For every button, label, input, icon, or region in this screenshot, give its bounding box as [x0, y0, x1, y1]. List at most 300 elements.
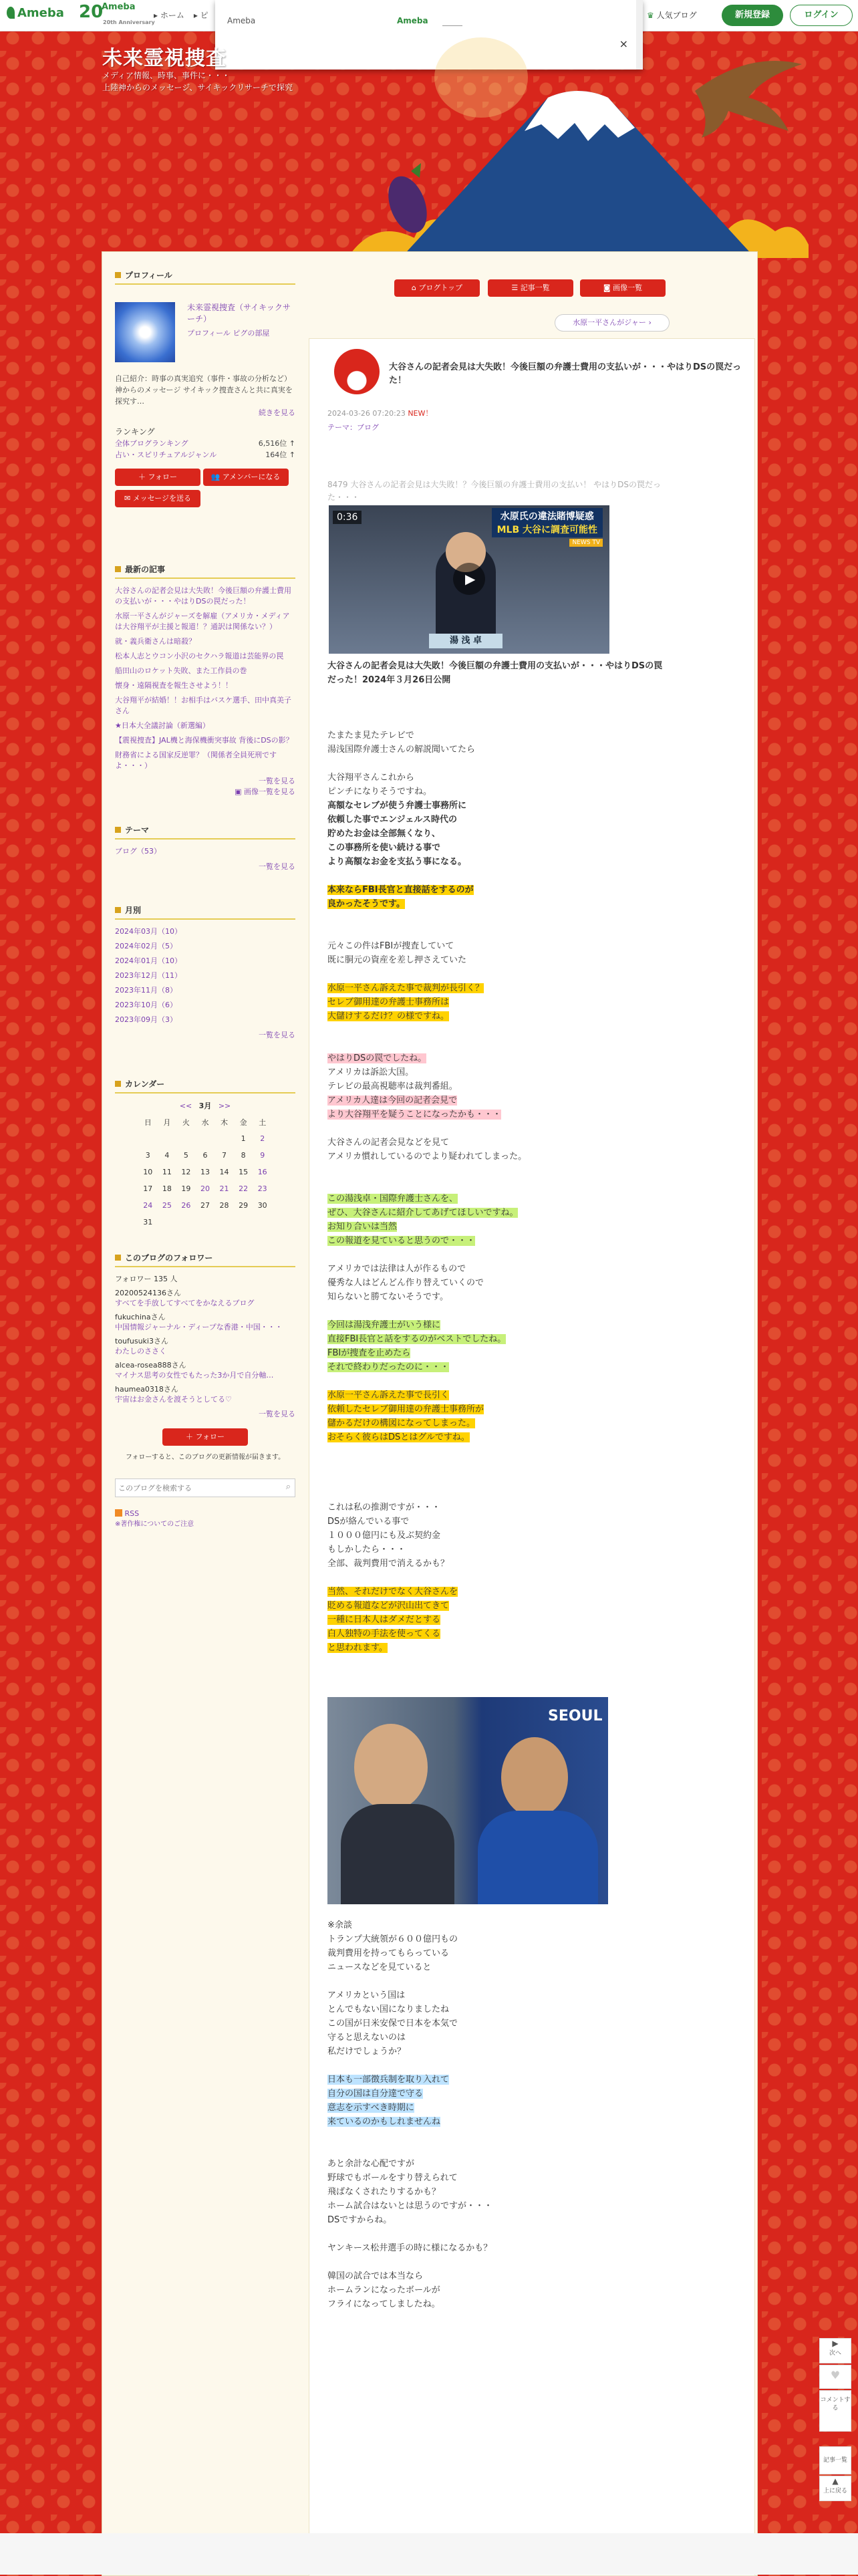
image-list-button[interactable] [580, 279, 666, 297]
calendar-day: 10 [143, 1168, 153, 1176]
blog-description [102, 70, 329, 94]
body-line [327, 2241, 668, 2255]
calendar-day[interactable]: 16 [257, 1168, 267, 1176]
calendar-day: 27 [200, 1201, 210, 1210]
follower-item[interactable] [115, 1312, 295, 1332]
article-lead: 8479 大谷さんの記者会見は大失敗！？今後巨額の弁護士費用の支払い！ やはりDSの罠だった・・・ [327, 480, 662, 502]
month-heading [115, 902, 295, 920]
recent-entry-link[interactable]: 大谷翔平が結婚！！お相手はバスケ選手、田中真美子さん [115, 696, 291, 715]
body-line-text: この湯浅卓・国際弁護士さんを、 [327, 1194, 458, 1204]
paragraph-9 [327, 1093, 668, 1122]
paragraph-6 [327, 981, 668, 1023]
body-line-text: アメリカでは法律は人が作るもので [327, 1264, 466, 1274]
followers-section [115, 1250, 295, 1528]
calendar-heading [115, 1076, 295, 1093]
body-line-text: 飛ばなくされたりするかも？ [327, 2187, 441, 2197]
ranking-2-label[interactable]: 占い・スピリチュアルジャンル [115, 450, 217, 459]
follower-blog[interactable]: マイナス思考の女性でもたった3か月で自分軸… [115, 1371, 274, 1380]
follower-name[interactable]: toufusuki3さん [115, 1337, 168, 1345]
paragraph-7 [327, 1051, 668, 1065]
body-line-text: 貯めたお金は全部無くなり、 [327, 829, 441, 839]
body-line [327, 1065, 668, 1079]
anniversary-number: 20 [79, 2, 104, 22]
video-badge: NEWS TV [569, 539, 603, 547]
body-line-text: ピンチになりそうですね。 [327, 787, 432, 797]
profile-links[interactable]: プロフィール ピグの部屋 [187, 329, 270, 338]
body-line [327, 1206, 668, 1220]
calendar-day[interactable]: 2 [260, 1134, 265, 1143]
video-time: 0:36 [333, 511, 362, 524]
recent-heading-text: 最新の記事 [125, 565, 166, 574]
body-line-text: 水原一平さん訴えた事で長引く [327, 1390, 450, 1400]
calendar-day: 29 [239, 1201, 249, 1210]
body-line [327, 827, 668, 841]
article-title[interactable]: 大谷さんの記者会見は大失敗！今後巨額の弁護士費用の支払いが・・・やはりDSの罠だった！ [389, 362, 742, 386]
message-label: メッセージを送る [132, 494, 192, 503]
amember-label: アメンバーになる [222, 473, 281, 481]
body-line [327, 799, 668, 813]
next-float-button[interactable] [819, 2338, 851, 2363]
body-line-text: セレブ御用達の弁護士事務所は [327, 997, 450, 1007]
body-line [327, 2283, 668, 2297]
body-line [327, 2101, 668, 2115]
photo-text: SEOUL [548, 1708, 603, 1724]
play-button[interactable] [453, 563, 485, 595]
follower-item[interactable] [115, 1288, 295, 1308]
calendar-day: 5 [183, 1151, 188, 1160]
body-line-text: 韓国の試合では本当なら [327, 2271, 424, 2281]
body-line [327, 1946, 668, 1960]
follow-button-2[interactable]: ＋ フォロー [162, 1428, 248, 1446]
body-line-text: 自分の国は自分達で守る [327, 2089, 424, 2099]
body-line-text: 今回は湯浅弁護士がいう様に [327, 1320, 441, 1330]
calendar-weekday: 木 [221, 1118, 229, 1127]
image-list-label: 画像一覧 [613, 283, 643, 292]
blog-desc-line-2: 上陸神からのメッセージ、サイキックリサーチで探究 [102, 83, 293, 92]
recent-list [115, 586, 295, 771]
recent-entry-link[interactable]: 【震視捜査】JAL機と海保機衝突事故 背後にDSの影？ [115, 736, 293, 745]
blog-search-box [115, 1478, 295, 1497]
body-line [327, 995, 668, 1009]
calendar-day[interactable]: 24 [143, 1201, 153, 1210]
paragraph-16 [327, 1585, 668, 1655]
body-line [327, 2003, 668, 2017]
image-more-link[interactable] [115, 786, 295, 797]
body-line [327, 1430, 668, 1444]
recent-entry-link[interactable]: 松本人志とウコン小沢のセクハラ報道は芸能界の罠 [115, 652, 284, 660]
body-line-text: DSですからね。 [327, 2215, 392, 2225]
article-avatar[interactable] [334, 349, 380, 394]
body-line-text: 意志を示すべき時期に [327, 2103, 414, 2113]
calendar-day: 8 [241, 1151, 246, 1160]
comment-float-button[interactable] [819, 2390, 851, 2432]
follower-list [115, 1288, 295, 1404]
read-more-link[interactable]: 続きを見る [259, 408, 295, 417]
nav-more-link[interactable]: ▸ ピ [193, 11, 208, 20]
paragraph-19 [327, 2073, 668, 2129]
profile-text [115, 373, 295, 507]
body-line [327, 1150, 668, 1164]
copyright-link[interactable]: ※著作権についてのご注意 [115, 1521, 194, 1528]
popup-center-label: Ameba [397, 16, 428, 25]
camera-icon: ◙ [603, 283, 611, 292]
calendar-day [214, 1214, 234, 1231]
article-meta [327, 406, 668, 434]
calendar-day: 31 [143, 1218, 153, 1227]
search-icon[interactable]: ⌕ [285, 1482, 291, 1492]
body-line [327, 1276, 668, 1290]
recent-more-link[interactable]: 一覧を見る [259, 777, 295, 785]
ameba-leaf-icon [7, 7, 15, 19]
ranking-row-2[interactable] [115, 449, 295, 461]
paragraph-21 [327, 2241, 668, 2255]
body-line-text: 大谷さんの記者会見などを見て [327, 1138, 450, 1148]
paragraph-20 [327, 2157, 668, 2227]
body-line [327, 1051, 668, 1065]
body-line [327, 1543, 668, 1557]
body-line-text: 貶める報道などが沢山出てきて [327, 1601, 450, 1611]
body-line [327, 1009, 668, 1023]
recent-entry-link[interactable]: ★日本大全議討論（新選編） [115, 721, 210, 730]
body-line-text: 知らないと勝てないそうです。 [327, 1292, 448, 1302]
calendar-day: 30 [257, 1201, 267, 1210]
body-line [327, 1332, 668, 1346]
calendar-next[interactable]: >> [218, 1102, 231, 1110]
body-line-text: 依頼した事でエンジェルス時代の [327, 815, 458, 825]
amember-icon: 👥 [210, 473, 221, 481]
ranking-1-value: 6,516位 ↑ [258, 439, 295, 448]
body-line [327, 2017, 668, 2031]
calendar-day: 7 [222, 1151, 227, 1160]
body-line [327, 2045, 668, 2059]
body-line-text: たまたま見たテレビで [327, 731, 414, 741]
body-line [327, 1613, 668, 1627]
paragraph-2 [327, 771, 668, 799]
profile-heading [115, 267, 295, 285]
body-line-text: 裁判費用を持ってもらっている [327, 1948, 450, 1958]
header-decoration [347, 37, 809, 258]
body-line-text: ヤンキース松井選手の時に様になるかも？ [327, 2243, 492, 2253]
heading-marker-icon [115, 1081, 121, 1087]
month-link[interactable]: 2024年03月（10） [115, 927, 182, 936]
calendar-heading-text: カレンダー [125, 1079, 165, 1089]
body-line-text: アメリカ人達は今回の記者会見で [327, 1096, 458, 1106]
article-list-button[interactable] [488, 279, 573, 297]
sun-disc-icon [434, 37, 528, 118]
message-button[interactable] [115, 490, 200, 507]
theme-heading [115, 822, 295, 840]
calendar-day[interactable]: 9 [260, 1151, 265, 1160]
body-line-text: 依頼したセレブ御用達の弁護士事務所が [327, 1404, 484, 1414]
comment-float-label: コメントする [820, 2397, 851, 2412]
arrow-up-icon: ▲ [832, 2476, 839, 2486]
paragraph-18 [327, 1988, 668, 2059]
calendar-day [214, 1130, 234, 1147]
calendar-weekday: 日 [144, 1118, 152, 1127]
followers-more-link[interactable]: 一覧を見る [259, 1410, 295, 1418]
month-list [115, 926, 295, 1025]
paragraph-22 [327, 2269, 668, 2311]
chevron-right-icon: › [648, 318, 652, 327]
follower-item[interactable] [115, 1384, 295, 1404]
popular-label: 人気ブログ [656, 11, 697, 20]
register-button[interactable]: 新規登録 [722, 5, 783, 26]
next-article-button[interactable] [555, 314, 670, 332]
body-line [327, 2031, 668, 2045]
follower-blog[interactable]: わたしのささく [115, 1347, 166, 1356]
calendar-day: 15 [239, 1168, 249, 1176]
body-line [327, 883, 668, 897]
popup-divider [442, 25, 462, 26]
theme-section [115, 822, 295, 902]
body-line-text: おそらく彼らはDSとはグルですね。 [327, 1432, 470, 1442]
recent-entry-link[interactable]: 就・義兵衛さんは暗殺？ [115, 637, 196, 646]
home-icon: ⌂ [411, 283, 416, 292]
body-line [327, 1346, 668, 1360]
body-line [327, 1960, 668, 1974]
calendar-title: 3月 [198, 1102, 212, 1110]
body-line-text: ※余談 [327, 1920, 352, 1930]
follower-blog[interactable]: 宇宙はお金さんを渡そうとしてる♡ [115, 1395, 232, 1404]
blog-top-label: ブログトップ [418, 283, 463, 292]
month-link[interactable]: 2023年09月（3） [115, 1015, 177, 1024]
list-float-button[interactable] [819, 2446, 851, 2474]
calendar-day: 11 [162, 1168, 172, 1176]
list-icon: ☰ [511, 283, 519, 292]
popular-blog-link[interactable] [647, 9, 697, 21]
body-line [327, 1529, 668, 1543]
followers-heading [115, 1250, 295, 1267]
recent-entry-link[interactable]: 大谷さんの記者会見は大失敗！今後巨額の弁護士費用の支払いが・・・やはりDSの罠だった！ [115, 586, 291, 606]
body-line [327, 1557, 668, 1571]
body-line [327, 2073, 668, 2087]
body-line-text: ホームランになったボールが [327, 2285, 440, 2295]
paragraph-12 [327, 1262, 668, 1304]
body-line [327, 981, 668, 995]
calendar-day [138, 1130, 158, 1147]
body-line-text: 儲かるだけの構図になってしまった。 [327, 1418, 476, 1428]
month-link[interactable]: 2024年02月（5） [115, 942, 177, 950]
top-float-button[interactable] [819, 2476, 851, 2501]
body-line [327, 897, 668, 911]
follower-name[interactable]: fukuchinaさん [115, 1313, 166, 1321]
body-line [327, 1136, 668, 1150]
logo-text: Ameba [17, 6, 64, 20]
body-line-text: 既に胴元の資産を差し押さえていた [327, 955, 467, 965]
month-link[interactable]: 2023年12月（11） [115, 971, 182, 980]
calendar-day[interactable]: 23 [257, 1184, 267, 1193]
paragraph-4 [327, 883, 668, 911]
body-line-text: 本来ならFBI長官と直接話をするのが [327, 885, 474, 895]
video-name-plate: 湯 浅 卓 [429, 634, 503, 648]
body-line [327, 2297, 668, 2311]
ranking-1-label[interactable]: 全体ブログランキング [115, 439, 188, 448]
ranking-row-1[interactable] [115, 438, 295, 449]
blog-top-button[interactable] [394, 279, 480, 297]
body-line-text: 守ると思えないのは [327, 2033, 406, 2043]
calendar-day[interactable]: 21 [219, 1184, 229, 1193]
theme-item[interactable]: ブログ（53） [115, 847, 161, 856]
body-line-text: DSが絡んでいる事で [327, 1517, 410, 1527]
paragraph-10 [327, 1136, 668, 1164]
ranking-label: ランキング [115, 427, 155, 436]
video-caption [492, 508, 603, 537]
article-date: 2024-03-26 07:20:23 [327, 409, 406, 418]
blog-search-input[interactable] [116, 1479, 273, 1497]
paragraph-1 [327, 729, 668, 757]
calendar-weekday: 金 [239, 1118, 247, 1127]
image-icon: ▣ [235, 787, 242, 796]
body-line [327, 2087, 668, 2101]
login-button[interactable]: ログイン [790, 5, 853, 26]
recent-entry-link[interactable]: 懐身・遠隔視査を報生させよう！！ [115, 681, 233, 690]
body-line [327, 1627, 668, 1641]
calendar-day [158, 1130, 177, 1147]
sidebar [115, 267, 295, 1528]
recent-entry-link[interactable]: 水原一平さんがジャーズを解雇（アメリカ・メディアは大谷翔平が主援と報道！？通訳は関係ない？） [115, 612, 290, 631]
calendar-day [196, 1130, 215, 1147]
body-line [327, 2213, 668, 2227]
popup-close-icon[interactable]: × [619, 37, 628, 50]
heading-marker-icon [115, 272, 121, 278]
body-line [327, 855, 668, 869]
body-line [327, 771, 668, 785]
calendar-day: 19 [181, 1184, 191, 1193]
body-line-text: 日本も一部徴兵制を取り入れて [327, 2075, 450, 2085]
photo-jersey-left [341, 1804, 454, 1904]
calendar-prev[interactable]: << [179, 1102, 192, 1110]
calendar-day: 6 [202, 1151, 208, 1160]
calendar-day [158, 1214, 177, 1231]
body-line [327, 1360, 668, 1374]
profile-section [115, 267, 295, 561]
follower-name[interactable]: haumea0318さん [115, 1385, 178, 1394]
body-line-text: 当然、それだけでなく大谷さんを [327, 1587, 458, 1597]
body-line-text: より大谷翔平を疑うことになったかも・・・ [327, 1110, 502, 1120]
calendar-day [234, 1214, 253, 1231]
month-link[interactable]: 2023年11月（8） [115, 986, 177, 995]
body-line-text: 大谷翔平さんこれから [327, 773, 415, 783]
follower-blog[interactable]: 中国情報ジャーナル・ディープな香港・中国・・・ [115, 1323, 283, 1331]
recent-entry-link[interactable]: 船田山のロケット失敗、また工作員の巻 [115, 666, 247, 675]
calendar-weekday: 水 [201, 1118, 209, 1127]
calendar-day[interactable]: 22 [239, 1184, 249, 1193]
body-line-text: あと余計な心配ですが [327, 2159, 415, 2169]
hawk-icon [695, 61, 802, 138]
body-line-text: 水原一平さん訴えた事で裁判が長引く？ [327, 983, 484, 993]
nav-home-link[interactable]: ▸ ホーム [154, 11, 184, 20]
body-line [327, 2185, 668, 2199]
calendar-day: 1 [241, 1134, 246, 1143]
article-list-label: 記事一覧 [520, 283, 550, 292]
body-line-text: それで終わりだったのに・・・ [327, 1362, 450, 1372]
body-line [327, 1234, 668, 1248]
body-line [327, 1932, 668, 1946]
body-line-text: 私だけでしょうか？ [327, 2047, 406, 2057]
follower-blog[interactable]: すべてを手放してすべてをかなえるブログ [115, 1299, 255, 1307]
list-float-label: 記事一覧 [823, 2457, 847, 2464]
body-line-text: １０００億円にも及ぶ契約金 [327, 1531, 441, 1541]
calendar-day[interactable]: 25 [162, 1201, 172, 1210]
body-line-text: この国が日米安保で日本を本気で [327, 2019, 458, 2029]
follower-item[interactable] [115, 1336, 295, 1356]
body-line-text: もしかしたら・・・ [327, 1545, 406, 1555]
heart-icon: ♥ [830, 2369, 841, 2381]
follower-name[interactable]: 20200524136さん [115, 1289, 181, 1297]
photo-person-left [354, 1724, 428, 1811]
recent-entry-link[interactable]: 財務省による国家反逆罪？（関係者全員死刑ですよ・・・） [115, 751, 277, 770]
paragraph-3 [327, 799, 668, 869]
body-line [327, 1918, 668, 1932]
like-float-button[interactable] [819, 2365, 851, 2389]
body-line [327, 1515, 668, 1529]
video-player[interactable] [329, 505, 609, 654]
body-line [327, 1501, 668, 1515]
ameba-logo[interactable] [7, 6, 64, 20]
blog-title[interactable]: 未来霊視捜査 [102, 47, 227, 70]
profile-heading-text: プロフィール [125, 271, 172, 280]
heading-marker-icon [115, 1255, 121, 1261]
follower-name[interactable]: alcea-rosea888さん [115, 1361, 186, 1370]
avatar[interactable] [115, 302, 175, 362]
body-line-text: 全部、裁判費用で消えるかも？ [327, 1559, 450, 1569]
calendar [138, 1100, 272, 1231]
eggplant-stem-icon [411, 163, 421, 178]
paragraph-17 [327, 1918, 668, 1974]
body-line-text: アメリカ慣れしているのでより疑われてしまった。 [327, 1152, 527, 1162]
calendar-day: 3 [145, 1151, 150, 1160]
body-line [327, 1093, 668, 1108]
body-line-text: フライになってしましたね。 [327, 2299, 440, 2309]
body-line-text: テレビの最高視聴率は裁判番組。 [327, 1081, 458, 1091]
anniversary-logo[interactable] [79, 2, 155, 25]
amember-button[interactable] [203, 469, 289, 486]
article-theme[interactable]: テーマ：ブログ [327, 423, 379, 432]
next-float-label: 次へ [829, 2350, 841, 2357]
body-line [327, 953, 668, 967]
theme-more-link[interactable]: 一覧を見る [259, 862, 295, 871]
paragraph-11 [327, 1192, 668, 1248]
video-title[interactable]: 大谷さんの記者会見は大失敗！今後巨額の弁護士費用の支払いが・・・やはりDSの罠だった！2024年３月26日公開 [327, 661, 663, 685]
body-line [327, 1290, 668, 1304]
mail-icon: ✉ [124, 494, 131, 503]
footer [0, 2533, 858, 2575]
follower-item[interactable] [115, 1360, 295, 1380]
month-link[interactable]: 2024年01月（10） [115, 956, 182, 965]
article-photo[interactable] [327, 1697, 608, 1904]
body-line-text: 来ているのかもしれませんね [327, 2117, 441, 2127]
anniversary-text: Ameba [102, 2, 136, 12]
calendar-day[interactable]: 20 [200, 1184, 210, 1193]
body-line [327, 1318, 668, 1332]
profile-name[interactable]: 未来霊視捜査（サイキックサーチ） [187, 303, 291, 324]
recent-heading [115, 561, 295, 579]
paragraph-5 [327, 939, 668, 967]
rss-link[interactable]: RSS [124, 1509, 140, 1518]
article-body [327, 729, 668, 2311]
body-line [327, 743, 668, 757]
calendar-day[interactable]: 26 [181, 1201, 191, 1210]
calendar-day: 4 [164, 1151, 170, 1160]
month-link[interactable]: 2023年10月（6） [115, 1001, 177, 1009]
body-line-text: 高額なセレブが使う弁護士事務所に [327, 801, 467, 811]
heading-marker-icon [115, 566, 121, 572]
follow-button[interactable]: ＋ フォロー [115, 469, 200, 486]
month-more-link[interactable]: 一覧を見る [259, 1031, 295, 1039]
body-line [327, 841, 668, 855]
body-line [327, 1585, 668, 1599]
body-line-text: 良かったそうです。 [327, 899, 405, 909]
